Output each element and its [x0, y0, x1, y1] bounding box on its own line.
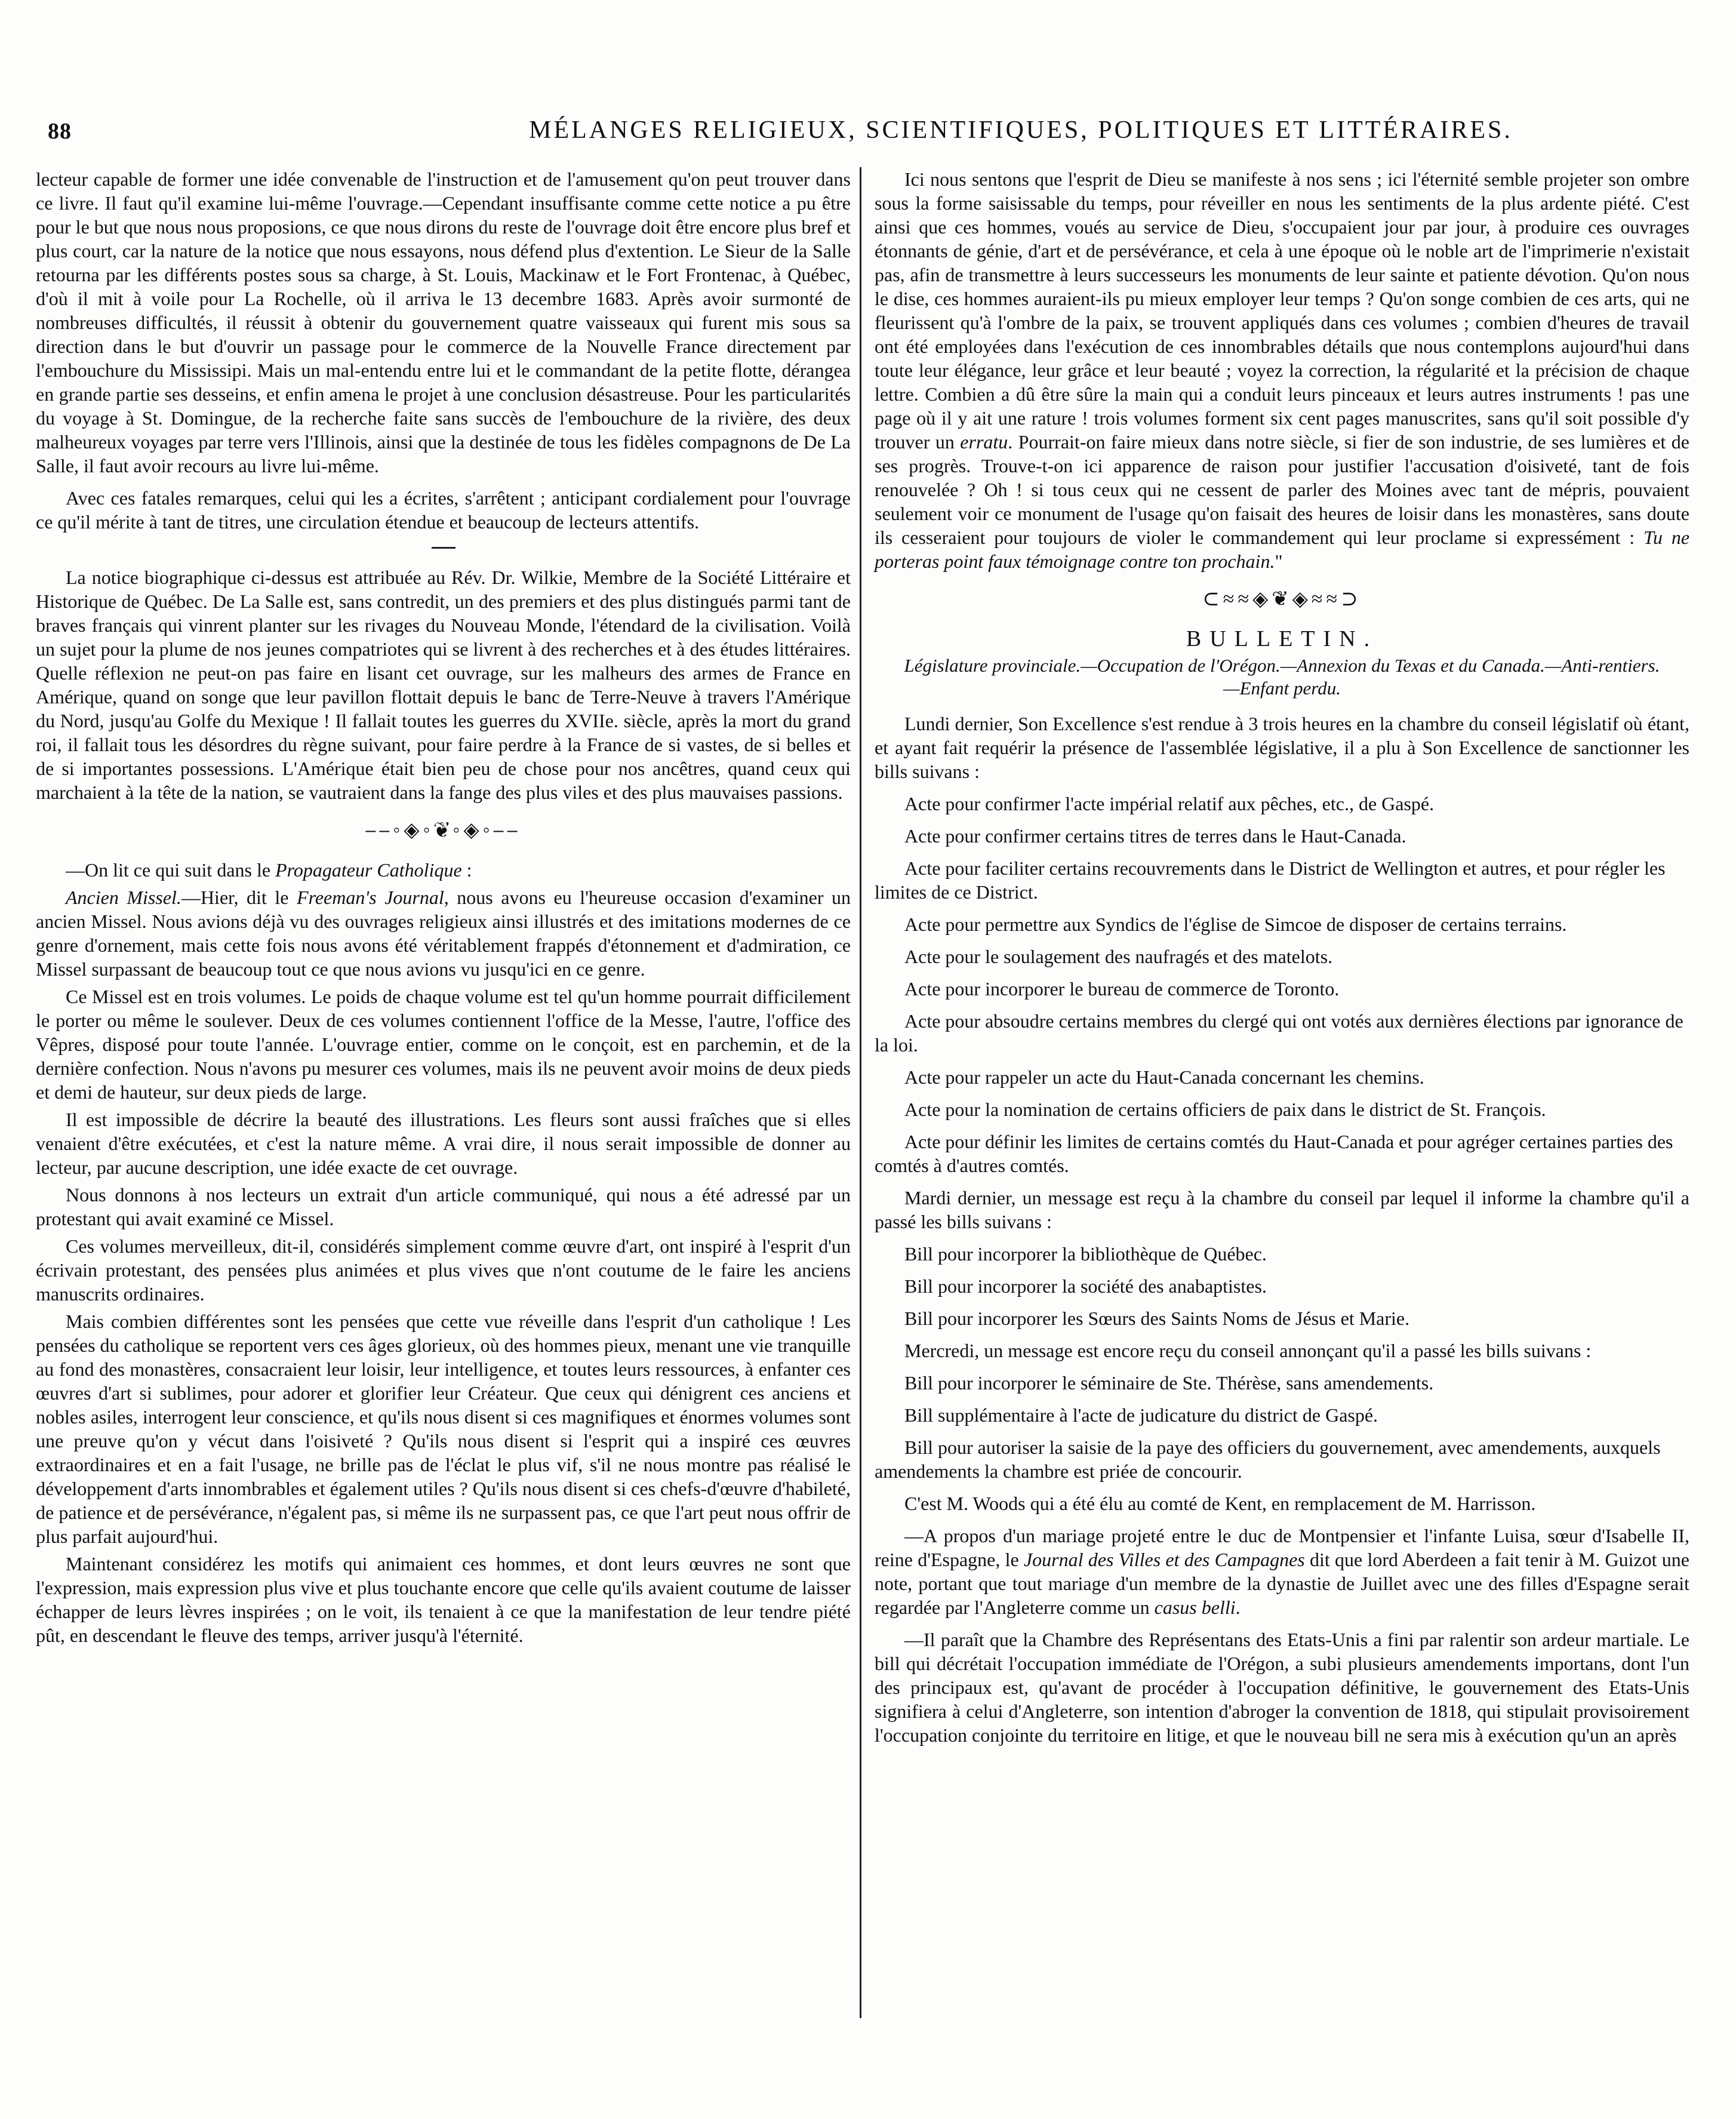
left-column	[36, 167, 851, 1651]
bill-item: Bill pour incorporer les Sœurs des Saints Noms de Jésus et Marie.	[904, 1308, 1410, 1329]
act-item: Acte pour le soulagement des naufragés et des matelots.	[904, 946, 1333, 967]
article-paragraph: lecteur capable de former une idée convenable de l'instruction et de l'amusement qu'on peut trouver dans ce livre. Il faut qu'il examine lui-même l'ouvrage.—Cependant insuffisante comme cette notice a pu être pour le but que nous nous proposions, ce que nous dirons du reste de l'ouvrage doit être encore plus bref et plus court, car la nature de la notice que nous essayons, nous défend plus d'extention. Le Sieur de la Salle retourna par les différents postes sous sa charge, à St. Louis, Mackinaw et le Fort Frontenac, à Québec, d'où il mit à voile pour La Rochelle, où il arriva le 13 decembre 1683. Après avoir surmonté de nombreuses difficultés, il réussit à obtenir du gouvernement quatre vaisseaux qui furent mis sous sa direction dans le but d'ouvrir un passage pour le commerce de la Nouvelle France directement par l'embouchure du Mississipi. Mais un mal-entendu entre lui et le commandant de la petite flotte, dérangea en grande partie ses desseins, et enfin amena le projet à une conclusion désastreuse. Pour les particularités du voyage à St. Domingue, de la recherche faite sans succès de l'embouchure de la rivière, des deux malheureux voyages par terre vers l'Illinois, ainsi que la destinée de tous les fidèles compagnons de De La Salle, il faut avoir recours au livre lui-même.	[36, 168, 851, 476]
article-paragraph: Avec ces fatales remarques, celui qui les a écrites, s'arrêtent ; anticipant cordialement pour l'ouvrage ce qu'il mérite à tant de titres, une circulation étendue et beaucoup de lecteurs attentifs.	[36, 487, 851, 533]
bulletin-subtitle: Législature provinciale.—Occupation de l'Orégon.—Annexion du Texas et du Canada.—Anti-rentiers.—Enfant perdu.	[904, 655, 1660, 699]
article-lead: Ancien Missel.	[66, 887, 181, 908]
article-paragraph: Il est impossible de décrire la beauté des illustrations. Les fleurs sont aussi fraîches que si elles venaient d'être exécutées, et c'est la nature même. A vrai dire, il nous serait impossible de donner au lecteur, par aucune description, une idée exacte de cet ouvrage.	[36, 1109, 851, 1178]
journal-name: Freeman's Journal	[297, 887, 444, 908]
bulletin-title: BULLETIN.	[1186, 626, 1378, 651]
article-text: —Hier, dit le	[181, 887, 297, 908]
bulletin-paragraph: Lundi dernier, Son Excellence s'est rendue à 3 trois heures en la chambre du conseil législatif où étant, et ayant fait requérir la présence de l'assemblée législative, il a plu à Son Excellence de sanctionner les bills suivans :	[875, 713, 1689, 782]
article-text: dit que lord Aberdeen a fait tenir à M. Guizot une note, portant que tout mariage d'un membre de la dynastie de Juillet avec une des filles d'Espagne serait regardée par l'Angleterre comme un	[875, 1549, 1690, 1618]
article-text: , nous avons eu l'heureuse occasion d'examiner un ancien Missel. Nous avions déjà vu des ouvrages religieux ainsi illustrés et des imitations modernes de ce genre d'ornement, mais cette fois nous avons été véritablement frappés d'étonnement et d'admiration, ce Missel surpassant de beaucoup tout ce que nous avions vu jusqu'ici en ce genre.	[36, 887, 851, 980]
source-name: Propagateur Catholique	[275, 859, 462, 881]
commandment-quote: Tu ne porteras point faux témoignage contre ton prochain.	[875, 527, 1690, 572]
bills-list-2	[875, 1371, 1689, 1483]
article-text: .	[1235, 1597, 1241, 1618]
bulletin-paragraph	[875, 1524, 1689, 1619]
act-item: Acte pour définir les limites de certains comtés du Haut-Canada et pour agréger certaines parties des comtés à d'autres comtés.	[875, 1131, 1673, 1176]
article-text: —A propos d'un mariage projeté entre le duc de Montpensier et l'infante Luisa, sœur d'Isabelle II, reine d'Espagne, le	[875, 1525, 1689, 1570]
bulletin-paragraph: —Il paraît que la Chambre des Représentans des Etats-Unis a fini par ralentir son ardeur martiale. Le bill qui décrétait l'occupation immédiate de l'Orégon, a subi plusieurs amendements importans, dont l'un des principaux est, qu'avant de procéder à l'occupation définitive, le gouvernement des Etats-Unis signifiera à celui d'Angleterre, son intention d'abroger la convention de 1818, qui stipulait provisoirement l'occupation conjointe du territoire en litige, et que le nouveau bill ne sera mis à exécution qu'un an après	[875, 1629, 1689, 1746]
separator-rule	[432, 547, 455, 549]
column-divider	[860, 167, 861, 2018]
bill-item: Bill supplémentaire à l'acte de judicature du district de Gaspé.	[904, 1404, 1378, 1426]
source-intro-text: —On lit ce qui suit dans le	[66, 859, 271, 881]
bill-item: Bill pour incorporer le séminaire de Ste. Thérèse, sans amendements.	[904, 1372, 1434, 1394]
article-paragraph	[36, 885, 851, 981]
article-paragraph: Nous donnons à nos lecteurs un extrait d'un article communiqué, qui nous a été adressé par un protestant qui avait examiné ce Missel.	[36, 1184, 851, 1229]
act-item: Acte pour rappeler un acte du Haut-Canada concernant les chemins.	[904, 1066, 1424, 1088]
article-paragraph	[875, 167, 1689, 573]
article-paragraph: Ce Missel est en trois volumes. Le poids de chaque volume est tel qu'un homme pourrait difficilement le porter ou même le soulever. Deux de ces volumes contiennent l'office de la Messe, l'autre, l'office des Vêpres, disposé pour toute l'année. L'ouvrage entier, comme on le conçoit, est en parchemin, et de la dernière confection. Nous n'avons pu mesurer ces volumes, mais ils ne peuvent avoir moins de deux pieds et demi de hauteur, sur deux pieds de large.	[36, 986, 851, 1103]
bulletin-paragraph: Mercredi, un message est encore reçu du conseil annonçant qu'il a passé les bills suivans :	[904, 1340, 1592, 1361]
page-number: 88	[48, 119, 72, 144]
source-colon: :	[461, 859, 472, 881]
act-item: Acte pour faciliter certains recouvrements dans le District de Wellington et autres, et pour régler les limites de ce District.	[875, 857, 1666, 903]
journal-name: Journal des Villes et des Campagnes	[1023, 1549, 1305, 1570]
article-text: . Pourrait-on faire mieux dans notre siècle, si fier de son industrie, de ses lumières et de ses progrès. Trouve-t-on ici apparence de raison pour justifier l'accusation d'oisiveté, tant de fois renouvelée ? Oh ! si tous ceux qui ne cessent de parler des Moines avec tant de mépris, pouvaient seulement voir ce monument de l'usage qu'on faisait des heures de loisir dans les monastères, sans doute ils cesseraient pour toujours de violer le commandement qui leur proclame si expressément :	[875, 431, 1690, 548]
article-paragraph: Mais combien différentes sont les pensées que cette vue réveille dans l'esprit d'un catholique ! Les pensées du catholique se reportent vers ces âges glorieux, où des hommes pieux, menant une vie tranquille au fond des monastères, consacraient leur loisir, leur intelligence, et toutes leurs ressources, à enfanter ces œuvres d'art si sublimes, pour adorer et glorifier leur Créateur. Que ceux qui dénigrent ces anciens et nobles asiles, interrogent leur conscience, et qu'ils nous disent si ces magnifiques et énormes volumes sont une preuve qu'on y vécut dans l'oisiveté ? Qu'ils nous disent si l'esprit qui a inspiré ces œuvres extraordinaires et en a fait l'usage, ne brille pas de l'éclat le plus vif, s'il ne nous montre pas réalisé le développement d'arts innombrables et également utiles ? Qu'ils nous disent si ces chefs-d'œuvre d'habileté, de patience et de persévérance, n'égalent pas, si même ils ne surpassent pas, ce que l'art peut nous offrir de plus parfait aujourd'hui.	[36, 1311, 851, 1547]
act-item: Acte pour absoudre certains membres du clergé qui ont votés aux dernières élections par ignorance de la loi.	[875, 1010, 1683, 1056]
article-paragraph: Ces volumes merveilleux, dit-il, considérés simplement comme œuvre d'art, ont inspiré à l'esprit d'un écrivain protestant, des pensées plus animées et plus vives que n'ont coutume de le faire les anciens manuscrits ordinaires.	[36, 1235, 851, 1305]
bill-item: Bill pour incorporer la bibliothèque de Québec.	[904, 1243, 1267, 1265]
source-intro	[36, 858, 851, 882]
errata-word: erratu	[960, 431, 1008, 453]
act-item: Acte pour confirmer certains titres de terres dans le Haut-Canada.	[904, 825, 1406, 847]
article-text: Ici nous sentons que l'esprit de Dieu se manifeste à nos sens ; ici l'éternité semble projeter son ombre sous la forme saisissable du temps, pour réveiller en nous les sentiments de la plus ardente piété. C'est ainsi que ces hommes, voués au service de Dieu, s'occupaient jour par jour, à produire ces ouvrages étonnants de génie, d'art et de persévérance, et cela à une époque où le noble art de l'imprimerie n'existait pas, afin de transmettre à leurs successeurs les monuments de leur sainte et patiente dévotion. Qu'on nous le dise, ces hommes auraient-ils pu mieux employer leur temps ? Qu'on songe combien de ces arts, qui ne fleurissent qu'à l'ombre de la paix, se trouvent appliqués dans ces volumes ; combien d'heures de travail ont été employées dans l'exécution de ces innombrables détails que nous contemplons aujourd'hui dans toute leur élégance, leur grâce et leur beauté ; voyez la correction, la régularité et la précision de chaque lettre. Combien a dû être sûre la main qui a conduit leurs pinceaux et leurs autres instruments ! pas une page où il y ait une rature ! trois volumes forment six cent pages manuscrites, sans qu'il soit possible d'y trouver un	[875, 168, 1689, 453]
acts-list	[875, 792, 1689, 1177]
bulletin-paragraph: Mardi dernier, un message est reçu à la chambre du conseil par lequel il informe la chambre qu'il a passé les bills suivans :	[875, 1187, 1689, 1232]
closing-quote: "	[1275, 550, 1283, 572]
running-title: MÉLANGES RELIGIEUX, SCIENTIFIQUES, POLITIQUES ET LITTÉRAIRES.	[529, 116, 1513, 144]
page-header	[42, 113, 1689, 155]
ornament-divider: ⎯⎯◦◈◦❦◦◈◦⎯⎯	[365, 819, 521, 841]
editor-note-paragraph: La notice biographique ci-dessus est attribuée au Rév. Dr. Wilkie, Membre de la Société Littéraire et Historique de Québec. De La Salle est, sans contredit, un des premiers et des plus distingués parmi tant de braves français qui vinrent planter sur les rivages du Nouveau Monde, l'étendard de la civilisation. Voilà un sujet pour la plume de nos jeunes compatriotes qui se livrent à des recherches et à des études littéraires. Quelle réflexion ne peut-on pas faire en lisant cet ouvrage, sur les malheurs des armes de France en Amérique, quand on songe que leur pavillon flottait depuis le banc de Terre-Neuve à travers l'Amérique du Nord, jusqu'au Golfe du Mexique ! Il fallait toutes les guerres du XVIIe. siècle, après la mort du grand roi, il fallait tous les désordres du règne suivant, pour faire perdre à la France de si vastes, de si belles et de si importantes possessions. L'Amérique était bien peu de chose pour nos ancêtres, quand ceux qui marchaient à la tête de la nation, se vautraient dans la fange des plus viles et des plus mauvaises passions.	[36, 567, 851, 803]
bills-list-1	[875, 1242, 1689, 1330]
article-paragraph: Maintenant considérez les motifs qui animaient ces hommes, et dont leurs œuvres ne sont que l'expression, mais expression plus vive et plus touchante encore que celle qu'ils avaient coutume de laisser échapper de leurs lèvres inspirées ; on le voit, ils tenaient à ce que la manifestation de leur tendre piété pût, en descendant le fleuve des temps, arriver jusqu'à l'éternité.	[36, 1553, 851, 1646]
act-item: Acte pour permettre aux Syndics de l'église de Simcoe de disposer de certains terrains.	[904, 914, 1567, 935]
act-item: Acte pour la nomination de certains officiers de paix dans le district de St. François.	[904, 1099, 1546, 1120]
ornament-divider: ⊂≈≈◈❦◈≈≈⊃	[1202, 588, 1362, 610]
bill-item: Bill pour autoriser la saisie de la paye des officiers du gouvernement, avec amendements, auxquels amendements la chambre est priée de concourir.	[875, 1437, 1661, 1482]
bill-item: Bill pour incorporer la société des anabaptistes.	[904, 1275, 1267, 1297]
latin-phrase: casus belli	[1154, 1597, 1236, 1618]
right-column	[875, 167, 1689, 1755]
bulletin-paragraph: C'est M. Woods qui a été élu au comté de Kent, en remplacement de M. Harrisson.	[904, 1493, 1536, 1514]
act-item: Acte pour confirmer l'acte impérial relatif aux pêches, etc., de Gaspé.	[904, 793, 1435, 814]
act-item: Acte pour incorporer le bureau de commerce de Toronto.	[904, 978, 1340, 999]
